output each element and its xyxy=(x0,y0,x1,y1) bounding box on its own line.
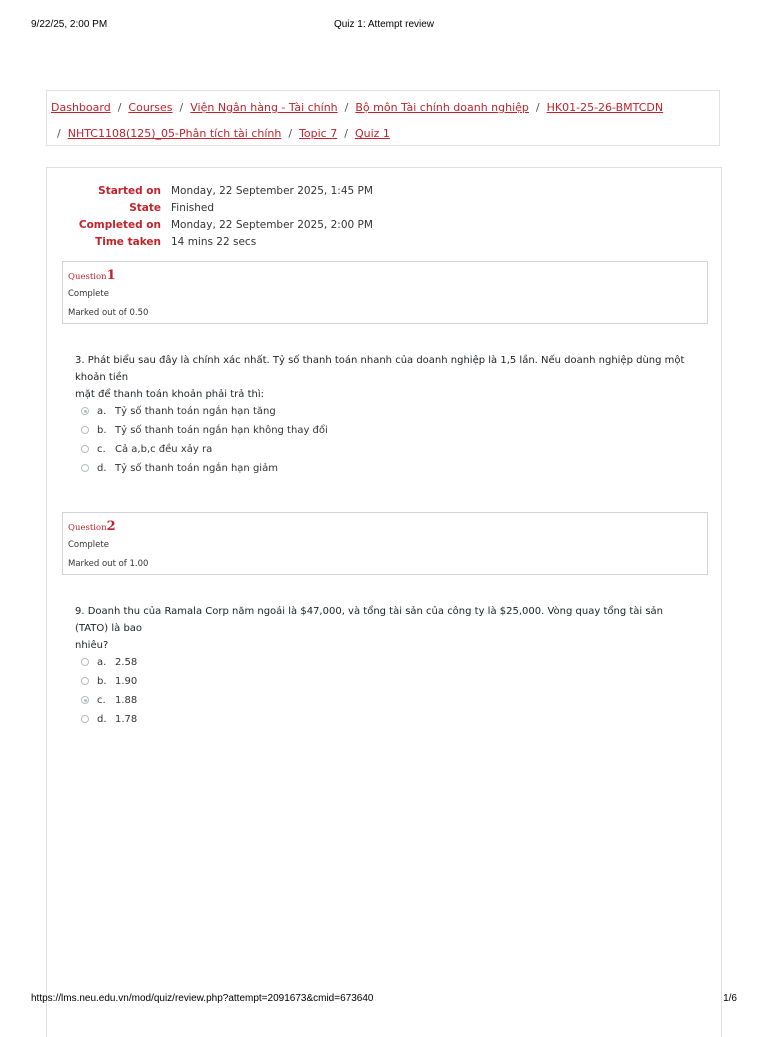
question-title xyxy=(68,517,707,536)
answer-letter: d. xyxy=(97,463,107,474)
answer-text: 1.90 xyxy=(115,676,138,687)
breadcrumb-separator: / xyxy=(344,101,349,114)
question-number: 2 xyxy=(106,519,116,534)
breadcrumb xyxy=(46,90,720,146)
radio-button[interactable] xyxy=(81,464,89,472)
answer-text: 1.78 xyxy=(115,714,138,725)
print-page-title: Quiz 1: Attempt review xyxy=(333,19,435,30)
summary-value: 14 mins 22 secs xyxy=(171,236,257,248)
answer-letter: c. xyxy=(97,444,106,455)
breadcrumb-topic[interactable]: Topic 7 xyxy=(299,127,338,140)
breadcrumb-course[interactable]: NHTC1108(125)_05-Phân tích tài chính xyxy=(67,127,282,140)
radio-button[interactable] xyxy=(81,658,89,666)
quiz-review-content xyxy=(46,167,722,1037)
breadcrumb-separator: / xyxy=(288,127,293,140)
radio-button-selected[interactable] xyxy=(81,696,89,704)
print-footer xyxy=(31,993,737,1007)
question-text-line: mặt để thanh toán khoản phải trả thì: xyxy=(75,389,264,400)
question-2-info xyxy=(62,512,708,575)
radio-button[interactable] xyxy=(81,715,89,723)
answer-letter: c. xyxy=(97,695,106,706)
summary-value: Finished xyxy=(171,202,215,214)
question-1-text xyxy=(75,352,695,403)
breadcrumb-quiz[interactable]: Quiz 1 xyxy=(354,127,390,140)
print-url: https://lms.neu.edu.vn/mod/quiz/review.php?attempt=2091673&cmid=673640 xyxy=(31,993,374,1004)
radio-button-selected[interactable] xyxy=(81,407,89,415)
answer-letter: a. xyxy=(97,406,107,417)
answer-letter: b. xyxy=(97,425,107,436)
breadcrumb-term[interactable]: HK01-25-26-BMTCDN xyxy=(546,101,664,114)
print-header xyxy=(31,19,737,33)
radio-button[interactable] xyxy=(81,677,89,685)
question-text-line: 3. Phát biểu sau đây là chính xác nhất. Tỷ số thanh toán nhanh của doanh nghiệp là 1,5 lần. Nếu doanh nghiệp dùng một khoản tiền xyxy=(75,355,685,383)
breadcrumb-separator: / xyxy=(535,101,540,114)
breadcrumb-department[interactable]: Bộ môn Tài chính doanh nghiệp xyxy=(355,101,529,114)
summary-label: Time taken xyxy=(95,236,161,248)
answer-letter: a. xyxy=(97,657,107,668)
answer-letter: d. xyxy=(97,714,107,725)
breadcrumb-courses[interactable]: Courses xyxy=(128,101,173,114)
breadcrumb-dashboard[interactable]: Dashboard xyxy=(51,101,111,114)
question-text-line: nhiêu? xyxy=(75,640,109,651)
print-page-number: 1/6 xyxy=(723,993,737,1004)
question-word: Question xyxy=(68,272,107,282)
answer-text: 2.58 xyxy=(115,657,138,668)
breadcrumb-line-1 xyxy=(51,95,719,121)
question-1-info xyxy=(62,261,708,324)
print-datetime: 9/22/25, 2:00 PM xyxy=(31,19,108,30)
summary-label: Completed on xyxy=(78,219,161,231)
radio-button[interactable] xyxy=(81,445,89,453)
summary-value: Monday, 22 September 2025, 1:45 PM xyxy=(171,185,373,197)
summary-label: Started on xyxy=(98,185,161,197)
question-state: Complete xyxy=(68,289,109,299)
answer-text: Tỷ số thanh toán ngắn hạn không thay đổi xyxy=(115,425,328,436)
answer-text: 1.88 xyxy=(115,695,138,706)
answer-text: Tỷ số thanh toán ngắn hạn giảm xyxy=(115,463,278,474)
question-title xyxy=(68,266,707,285)
question-word: Question xyxy=(68,523,107,533)
breadcrumb-faculty[interactable]: Viện Ngân hàng - Tài chính xyxy=(190,101,338,114)
question-text-line: 9. Doanh thu của Ramala Corp năm ngoái là $47,000, và tổng tài sản của công ty là $25,000. Vòng quay tổng tài sản (TATO) là bao xyxy=(75,606,664,634)
breadcrumb-line-2 xyxy=(51,121,719,147)
radio-button[interactable] xyxy=(81,426,89,434)
answer-text: Cả a,b,c đều xảy ra xyxy=(115,444,213,455)
question-marked-out-of: Marked out of 1.00 xyxy=(68,559,149,569)
summary-value: Monday, 22 September 2025, 2:00 PM xyxy=(171,219,373,231)
answer-text: Tỷ số thanh toán ngắn hạn tăng xyxy=(115,406,276,417)
question-number: 1 xyxy=(106,268,116,283)
question-marked-out-of: Marked out of 0.50 xyxy=(68,308,149,318)
breadcrumb-separator: / xyxy=(117,101,122,114)
question-state: Complete xyxy=(68,540,109,550)
question-2-text xyxy=(75,603,695,654)
breadcrumb-separator: / xyxy=(57,127,61,140)
answer-letter: b. xyxy=(97,676,107,687)
breadcrumb-separator: / xyxy=(344,127,348,140)
summary-label: State xyxy=(129,202,161,214)
breadcrumb-separator: / xyxy=(179,101,184,114)
